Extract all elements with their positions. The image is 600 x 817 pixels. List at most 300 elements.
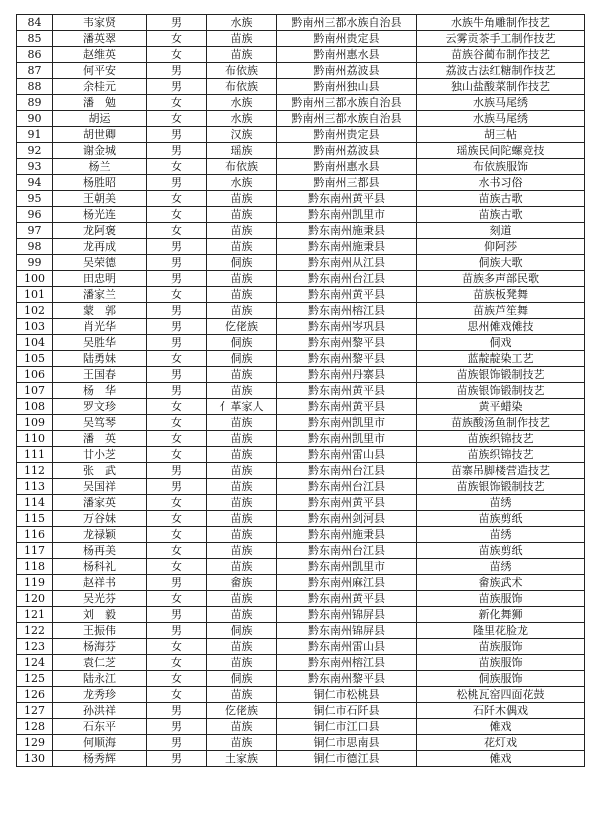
heritage-item-cell: 隆里花脸龙 (417, 623, 585, 639)
region-cell: 黔东南州凯里市 (277, 415, 417, 431)
table-row (17, 223, 585, 239)
table-row (17, 655, 585, 671)
gender-cell: 男 (147, 751, 207, 767)
heritage-item-cell: 新化舞狮 (417, 607, 585, 623)
ethnicity-cell: 苗族 (207, 479, 277, 495)
ethnicity-cell: 仡佬族 (207, 703, 277, 719)
table-row (17, 511, 585, 527)
name-cell: 龙阿褒 (53, 223, 147, 239)
region-cell: 黔东南州黎平县 (277, 335, 417, 351)
row-number-cell: 124 (17, 655, 53, 671)
heritage-item-cell: 水族马尾绣 (417, 111, 585, 127)
gender-cell: 男 (147, 463, 207, 479)
name-cell: 胡世卿 (53, 127, 147, 143)
region-cell: 黔南州荔波县 (277, 63, 417, 79)
row-number-cell: 103 (17, 319, 53, 335)
gender-cell: 女 (147, 511, 207, 527)
heritage-item-cell: 苗族服饰 (417, 639, 585, 655)
row-number-cell: 85 (17, 31, 53, 47)
ethnicity-cell: 侗族 (207, 671, 277, 687)
gender-cell: 女 (147, 559, 207, 575)
row-number-cell: 89 (17, 95, 53, 111)
ethnicity-cell: 苗族 (207, 607, 277, 623)
heritage-item-cell: 苗族多声部民歌 (417, 271, 585, 287)
region-cell: 黔东南州从江县 (277, 255, 417, 271)
gender-cell: 女 (147, 527, 207, 543)
heritage-item-cell: 苗寨吊脚楼营造技艺 (417, 463, 585, 479)
name-cell: 杨秀辉 (53, 751, 147, 767)
gender-cell: 女 (147, 95, 207, 111)
ethnicity-cell: 侗族 (207, 335, 277, 351)
gender-cell: 女 (147, 687, 207, 703)
row-number-cell: 120 (17, 591, 53, 607)
name-cell: 刘 毅 (53, 607, 147, 623)
row-number-cell: 106 (17, 367, 53, 383)
region-cell: 黔东南州黄平县 (277, 591, 417, 607)
gender-cell: 男 (147, 623, 207, 639)
row-number-cell: 110 (17, 431, 53, 447)
heritage-item-cell: 侗族大歌 (417, 255, 585, 271)
ethnicity-cell: 苗族 (207, 303, 277, 319)
document-page (16, 14, 585, 767)
name-cell: 赵祥书 (53, 575, 147, 591)
heritage-item-cell: 苗族剪纸 (417, 511, 585, 527)
row-number-cell: 130 (17, 751, 53, 767)
heritage-item-cell: 苗族银饰锻制技艺 (417, 383, 585, 399)
table-row (17, 431, 585, 447)
ethnicity-cell: 苗族 (207, 447, 277, 463)
gender-cell: 男 (147, 255, 207, 271)
gender-cell: 女 (147, 591, 207, 607)
region-cell: 黔南州三都水族自治县 (277, 111, 417, 127)
row-number-cell: 113 (17, 479, 53, 495)
ethnicity-cell: 苗族 (207, 431, 277, 447)
row-number-cell: 86 (17, 47, 53, 63)
region-cell: 铜仁市江口县 (277, 719, 417, 735)
heritage-item-cell: 思州傩戏傩技 (417, 319, 585, 335)
row-number-cell: 84 (17, 15, 53, 31)
name-cell: 胡运 (53, 111, 147, 127)
table-row (17, 447, 585, 463)
table-row (17, 527, 585, 543)
gender-cell: 女 (147, 639, 207, 655)
row-number-cell: 117 (17, 543, 53, 559)
table-row (17, 623, 585, 639)
row-number-cell: 118 (17, 559, 53, 575)
table-row (17, 303, 585, 319)
table-body (17, 15, 585, 767)
name-cell: 吴光芬 (53, 591, 147, 607)
region-cell: 黔南州三都水族自治县 (277, 95, 417, 111)
ethnicity-cell: 苗族 (207, 527, 277, 543)
table-row (17, 159, 585, 175)
row-number-cell: 114 (17, 495, 53, 511)
heritage-item-cell: 仰阿莎 (417, 239, 585, 255)
table-row (17, 559, 585, 575)
row-number-cell: 91 (17, 127, 53, 143)
name-cell: 吴国祥 (53, 479, 147, 495)
heritage-item-cell: 苗族谷蔺布制作技艺 (417, 47, 585, 63)
heritage-item-cell: 苗族芦笙舞 (417, 303, 585, 319)
name-cell: 龙秀珍 (53, 687, 147, 703)
table-row (17, 687, 585, 703)
region-cell: 黔东南州施秉县 (277, 223, 417, 239)
name-cell: 龙禄颖 (53, 527, 147, 543)
ethnicity-cell: 苗族 (207, 287, 277, 303)
row-number-cell: 92 (17, 143, 53, 159)
table-row (17, 207, 585, 223)
region-cell: 黔东南州黎平县 (277, 351, 417, 367)
ethnicity-cell: 汉族 (207, 127, 277, 143)
region-cell: 黔东南州锦屏县 (277, 607, 417, 623)
gender-cell: 男 (147, 127, 207, 143)
name-cell: 余桂元 (53, 79, 147, 95)
name-cell: 谢金城 (53, 143, 147, 159)
ethnicity-cell: 布依族 (207, 63, 277, 79)
row-number-cell: 88 (17, 79, 53, 95)
ethnicity-cell: 亻革家人 (207, 399, 277, 415)
name-cell: 陆勇妹 (53, 351, 147, 367)
gender-cell: 男 (147, 335, 207, 351)
region-cell: 黔东南州凯里市 (277, 431, 417, 447)
table-row (17, 703, 585, 719)
gender-cell: 女 (147, 655, 207, 671)
name-cell: 万谷妹 (53, 511, 147, 527)
heritage-item-cell: 畲族武术 (417, 575, 585, 591)
heritage-item-cell: 石阡木偶戏 (417, 703, 585, 719)
ethnicity-cell: 苗族 (207, 655, 277, 671)
heritage-item-cell: 苗族银饰锻制技艺 (417, 367, 585, 383)
name-cell: 杨再美 (53, 543, 147, 559)
name-cell: 潘英翠 (53, 31, 147, 47)
gender-cell: 女 (147, 159, 207, 175)
heritage-item-cell: 松桃瓦窑四面花鼓 (417, 687, 585, 703)
table-row (17, 31, 585, 47)
gender-cell: 女 (147, 495, 207, 511)
gender-cell: 女 (147, 671, 207, 687)
ethnicity-cell: 苗族 (207, 559, 277, 575)
gender-cell: 男 (147, 79, 207, 95)
gender-cell: 男 (147, 63, 207, 79)
heritage-item-cell: 刻道 (417, 223, 585, 239)
ethnicity-cell: 苗族 (207, 191, 277, 207)
row-number-cell: 112 (17, 463, 53, 479)
gender-cell: 女 (147, 31, 207, 47)
ethnicity-cell: 苗族 (207, 207, 277, 223)
region-cell: 黔南州贵定县 (277, 31, 417, 47)
heritage-item-cell: 苗族织锦技艺 (417, 431, 585, 447)
region-cell: 黔南州惠水县 (277, 47, 417, 63)
gender-cell: 男 (147, 607, 207, 623)
ethnicity-cell: 苗族 (207, 543, 277, 559)
ethnicity-cell: 水族 (207, 111, 277, 127)
heritage-item-cell: 苗族剪纸 (417, 543, 585, 559)
ethnicity-cell: 苗族 (207, 735, 277, 751)
name-cell: 张 武 (53, 463, 147, 479)
gender-cell: 女 (147, 47, 207, 63)
gender-cell: 女 (147, 287, 207, 303)
row-number-cell: 126 (17, 687, 53, 703)
heritage-item-cell: 花灯戏 (417, 735, 585, 751)
gender-cell: 女 (147, 447, 207, 463)
region-cell: 黔东南州黎平县 (277, 671, 417, 687)
region-cell: 黔东南州雷山县 (277, 639, 417, 655)
table-row (17, 175, 585, 191)
ethnicity-cell: 畲族 (207, 575, 277, 591)
name-cell: 吴荣德 (53, 255, 147, 271)
gender-cell: 男 (147, 303, 207, 319)
gender-cell: 男 (147, 143, 207, 159)
region-cell: 黔东南州锦屏县 (277, 623, 417, 639)
table-row (17, 127, 585, 143)
row-number-cell: 100 (17, 271, 53, 287)
name-cell: 何顺海 (53, 735, 147, 751)
gender-cell: 男 (147, 367, 207, 383)
region-cell: 铜仁市松桃县 (277, 687, 417, 703)
name-cell: 杨 华 (53, 383, 147, 399)
name-cell: 潘 勉 (53, 95, 147, 111)
ethnicity-cell: 土家族 (207, 751, 277, 767)
row-number-cell: 127 (17, 703, 53, 719)
ethnicity-cell: 水族 (207, 95, 277, 111)
name-cell: 韦家贤 (53, 15, 147, 31)
region-cell: 黔南州荔波县 (277, 143, 417, 159)
heritage-item-cell: 苗绣 (417, 527, 585, 543)
name-cell: 王振伟 (53, 623, 147, 639)
heritage-item-cell: 云雾贡茶手工制作技艺 (417, 31, 585, 47)
ethnicity-cell: 布依族 (207, 79, 277, 95)
gender-cell: 男 (147, 239, 207, 255)
gender-cell: 女 (147, 191, 207, 207)
name-cell: 王朝美 (53, 191, 147, 207)
name-cell: 袁仁芝 (53, 655, 147, 671)
heritage-item-cell: 苗绣 (417, 495, 585, 511)
ethnicity-cell: 苗族 (207, 687, 277, 703)
name-cell: 龙再成 (53, 239, 147, 255)
heritage-item-cell: 胡三帖 (417, 127, 585, 143)
name-cell: 杨兰 (53, 159, 147, 175)
region-cell: 黔东南州麻江县 (277, 575, 417, 591)
row-number-cell: 122 (17, 623, 53, 639)
row-number-cell: 109 (17, 415, 53, 431)
table-row (17, 191, 585, 207)
row-number-cell: 104 (17, 335, 53, 351)
ethnicity-cell: 瑶族 (207, 143, 277, 159)
heritage-item-cell: 傩戏 (417, 751, 585, 767)
name-cell: 罗文珍 (53, 399, 147, 415)
table-row (17, 639, 585, 655)
table-row (17, 255, 585, 271)
name-cell: 孙洪祥 (53, 703, 147, 719)
row-number-cell: 125 (17, 671, 53, 687)
heritage-item-cell: 苗族板凳舞 (417, 287, 585, 303)
region-cell: 黔东南州台江县 (277, 479, 417, 495)
region-cell: 铜仁市德江县 (277, 751, 417, 767)
region-cell: 黔东南州台江县 (277, 463, 417, 479)
heritage-item-cell: 苗族服饰 (417, 655, 585, 671)
table-row (17, 143, 585, 159)
table-row (17, 495, 585, 511)
region-cell: 黔东南州凯里市 (277, 207, 417, 223)
table-row (17, 671, 585, 687)
gender-cell: 男 (147, 703, 207, 719)
ethnicity-cell: 仡佬族 (207, 319, 277, 335)
ethnicity-cell: 布依族 (207, 159, 277, 175)
row-number-cell: 123 (17, 639, 53, 655)
row-number-cell: 128 (17, 719, 53, 735)
ethnicity-cell: 苗族 (207, 495, 277, 511)
ethnicity-cell: 苗族 (207, 223, 277, 239)
name-cell: 陆永江 (53, 671, 147, 687)
row-number-cell: 107 (17, 383, 53, 399)
table-row (17, 415, 585, 431)
heritage-item-cell: 侗族服饰 (417, 671, 585, 687)
heritage-item-cell: 水族马尾绣 (417, 95, 585, 111)
gender-cell: 女 (147, 351, 207, 367)
gender-cell: 女 (147, 111, 207, 127)
ethnicity-cell: 侗族 (207, 255, 277, 271)
table-row (17, 111, 585, 127)
ethnicity-cell: 水族 (207, 175, 277, 191)
heritage-item-cell: 荔波古法红糖制作技艺 (417, 63, 585, 79)
heritage-item-cell: 苗绣 (417, 559, 585, 575)
region-cell: 黔东南州黄平县 (277, 383, 417, 399)
row-number-cell: 93 (17, 159, 53, 175)
heritage-item-cell: 苗族银饰锻制技艺 (417, 479, 585, 495)
gender-cell: 男 (147, 175, 207, 191)
ethnicity-cell: 苗族 (207, 463, 277, 479)
table-row (17, 95, 585, 111)
region-cell: 黔南州三都水族自治县 (277, 15, 417, 31)
heritage-item-cell: 黄平蜡染 (417, 399, 585, 415)
table-row (17, 383, 585, 399)
table-row (17, 15, 585, 31)
row-number-cell: 102 (17, 303, 53, 319)
heritage-item-cell: 苗族古歌 (417, 207, 585, 223)
table-row (17, 751, 585, 767)
table-row (17, 719, 585, 735)
table-row (17, 287, 585, 303)
table-row (17, 575, 585, 591)
region-cell: 黔东南州黄平县 (277, 495, 417, 511)
region-cell: 黔南州独山县 (277, 79, 417, 95)
heritage-item-cell: 独山盐酸菜制作技艺 (417, 79, 585, 95)
name-cell: 吴笃琴 (53, 415, 147, 431)
region-cell: 黔东南州榕江县 (277, 655, 417, 671)
row-number-cell: 108 (17, 399, 53, 415)
row-number-cell: 95 (17, 191, 53, 207)
name-cell: 赵维英 (53, 47, 147, 63)
ethnicity-cell: 苗族 (207, 719, 277, 735)
region-cell: 黔东南州施秉县 (277, 527, 417, 543)
region-cell: 黔南州三都县 (277, 175, 417, 191)
name-cell: 蒙 郭 (53, 303, 147, 319)
row-number-cell: 119 (17, 575, 53, 591)
ethnicity-cell: 苗族 (207, 639, 277, 655)
ethnicity-cell: 苗族 (207, 415, 277, 431)
region-cell: 黔东南州丹寨县 (277, 367, 417, 383)
gender-cell: 女 (147, 207, 207, 223)
ethnicity-cell: 苗族 (207, 47, 277, 63)
region-cell: 黔南州贵定县 (277, 127, 417, 143)
name-cell: 田忠明 (53, 271, 147, 287)
row-number-cell: 105 (17, 351, 53, 367)
region-cell: 黔东南州岑巩县 (277, 319, 417, 335)
ethnicity-cell: 苗族 (207, 383, 277, 399)
region-cell: 黔东南州黄平县 (277, 191, 417, 207)
table-row (17, 591, 585, 607)
inheritor-table (16, 14, 585, 767)
row-number-cell: 111 (17, 447, 53, 463)
name-cell: 王国春 (53, 367, 147, 383)
ethnicity-cell: 苗族 (207, 31, 277, 47)
heritage-item-cell: 瑶族民间陀螺竞技 (417, 143, 585, 159)
table-row (17, 607, 585, 623)
row-number-cell: 99 (17, 255, 53, 271)
table-row (17, 463, 585, 479)
region-cell: 黔东南州剑河县 (277, 511, 417, 527)
region-cell: 黔南州惠水县 (277, 159, 417, 175)
table-row (17, 543, 585, 559)
region-cell: 铜仁市石阡县 (277, 703, 417, 719)
gender-cell: 男 (147, 15, 207, 31)
gender-cell: 男 (147, 735, 207, 751)
heritage-item-cell: 苗族古歌 (417, 191, 585, 207)
ethnicity-cell: 水族 (207, 15, 277, 31)
region-cell: 黔东南州台江县 (277, 271, 417, 287)
row-number-cell: 96 (17, 207, 53, 223)
name-cell: 杨科礼 (53, 559, 147, 575)
ethnicity-cell: 侗族 (207, 623, 277, 639)
name-cell: 杨海芬 (53, 639, 147, 655)
gender-cell: 男 (147, 383, 207, 399)
gender-cell: 男 (147, 719, 207, 735)
row-number-cell: 94 (17, 175, 53, 191)
ethnicity-cell: 苗族 (207, 367, 277, 383)
name-cell: 肖光华 (53, 319, 147, 335)
name-cell: 廿小芝 (53, 447, 147, 463)
table-row (17, 367, 585, 383)
gender-cell: 男 (147, 271, 207, 287)
table-row (17, 47, 585, 63)
name-cell: 潘 英 (53, 431, 147, 447)
row-number-cell: 98 (17, 239, 53, 255)
ethnicity-cell: 苗族 (207, 591, 277, 607)
ethnicity-cell: 苗族 (207, 271, 277, 287)
table-row (17, 271, 585, 287)
heritage-item-cell: 傩戏 (417, 719, 585, 735)
heritage-item-cell: 水书习俗 (417, 175, 585, 191)
region-cell: 黔东南州黄平县 (277, 287, 417, 303)
row-number-cell: 97 (17, 223, 53, 239)
name-cell: 杨光连 (53, 207, 147, 223)
ethnicity-cell: 苗族 (207, 239, 277, 255)
ethnicity-cell: 苗族 (207, 511, 277, 527)
row-number-cell: 121 (17, 607, 53, 623)
table-row (17, 399, 585, 415)
row-number-cell: 90 (17, 111, 53, 127)
name-cell: 潘家兰 (53, 287, 147, 303)
name-cell: 何平安 (53, 63, 147, 79)
table-row (17, 63, 585, 79)
row-number-cell: 115 (17, 511, 53, 527)
table-row (17, 479, 585, 495)
row-number-cell: 129 (17, 735, 53, 751)
heritage-item-cell: 苗族织锦技艺 (417, 447, 585, 463)
region-cell: 黔东南州雷山县 (277, 447, 417, 463)
name-cell: 杨胜昭 (53, 175, 147, 191)
gender-cell: 女 (147, 223, 207, 239)
